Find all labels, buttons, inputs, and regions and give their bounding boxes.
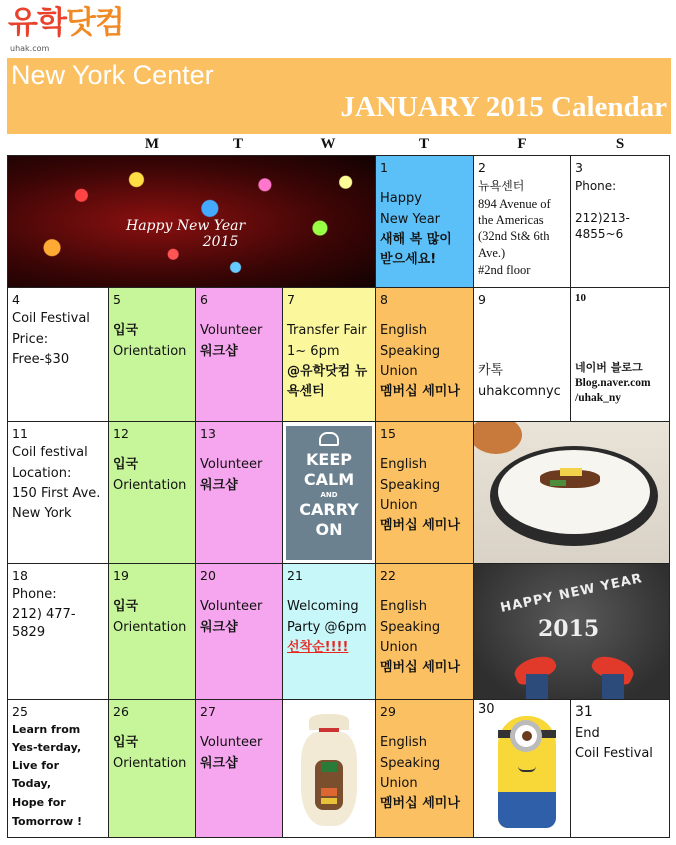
day-8[interactable] bbox=[376, 288, 474, 422]
header-banner bbox=[7, 58, 671, 134]
event-line: 멤버십 세미나 bbox=[380, 795, 460, 811]
event-line: Free-$30 bbox=[12, 351, 70, 367]
day-20[interactable] bbox=[196, 564, 283, 700]
event-line: Speaking bbox=[380, 619, 441, 635]
day-26[interactable] bbox=[109, 700, 196, 837]
calendar-title: JANUARY 2015 Calendar bbox=[340, 91, 667, 123]
event-line: Coil festival bbox=[12, 445, 88, 461]
day-number: 30 bbox=[478, 702, 495, 717]
event-line: English bbox=[380, 457, 427, 473]
day-21[interactable] bbox=[283, 564, 376, 700]
day-31[interactable] bbox=[571, 700, 669, 837]
keep-calm-poster bbox=[283, 422, 376, 564]
event-line: /uhak_ny bbox=[575, 392, 622, 405]
day-18[interactable] bbox=[8, 564, 109, 700]
uhak-logo[interactable] bbox=[8, 4, 148, 56]
event-line: 워크샵 bbox=[200, 755, 238, 771]
event-line: Price: bbox=[12, 331, 49, 347]
poster-on: ON bbox=[315, 520, 343, 539]
day-number: 29 bbox=[380, 704, 396, 719]
day-number: 31 bbox=[575, 704, 593, 720]
day-2[interactable] bbox=[474, 156, 571, 288]
event-line: Happy bbox=[380, 191, 422, 207]
logo-wordmark: 유학닷컴 bbox=[8, 5, 124, 41]
day-number: 7 bbox=[287, 292, 295, 307]
event-line: 네이버 블로그 bbox=[575, 361, 643, 375]
chalk-year: 2015 bbox=[538, 616, 600, 642]
poster-carry: CARRY bbox=[299, 500, 359, 519]
event-line: 212) 477-5829 bbox=[12, 606, 76, 641]
event-line: Volunteer bbox=[200, 599, 263, 615]
calendar-grid bbox=[7, 155, 670, 838]
day-10[interactable] bbox=[571, 288, 669, 422]
day-19[interactable] bbox=[109, 564, 196, 700]
day-number: 1 bbox=[380, 160, 388, 175]
event-line: Phone: bbox=[12, 587, 57, 603]
lucky-pouch-image bbox=[283, 700, 376, 837]
event-line: Union bbox=[380, 639, 418, 655]
day-number: 22 bbox=[380, 568, 396, 583]
day-number: 5 bbox=[113, 292, 121, 307]
event-line: Volunteer bbox=[200, 735, 263, 751]
day-number: 10 bbox=[575, 292, 586, 304]
event-line: uhakcomnyc bbox=[478, 383, 561, 399]
day-13[interactable] bbox=[196, 422, 283, 564]
event-line: 1~ 6pm bbox=[287, 343, 340, 359]
day-9[interactable] bbox=[474, 288, 571, 422]
caption-year: 2015 bbox=[202, 234, 239, 250]
day-number: 4 bbox=[12, 292, 20, 307]
day-7[interactable] bbox=[283, 288, 376, 422]
day-12[interactable] bbox=[109, 422, 196, 564]
event-line: 입국 bbox=[113, 735, 139, 751]
first-come-notice: 선착순!!!! bbox=[287, 639, 349, 655]
poster-calm: CALM bbox=[303, 470, 355, 489]
caption-line1: Happy New Year bbox=[126, 218, 246, 234]
weekday-mon: M bbox=[144, 136, 160, 152]
event-line: 212)213-4855~6 bbox=[575, 210, 630, 242]
event-line: End bbox=[575, 725, 600, 741]
day-15[interactable] bbox=[376, 422, 474, 564]
event-line: Orientation bbox=[113, 755, 187, 771]
event-line: Location: bbox=[12, 465, 72, 481]
event-line: English bbox=[380, 599, 427, 615]
event-line: Coil Festival bbox=[12, 311, 90, 327]
day-1[interactable] bbox=[376, 156, 474, 288]
event-line: English bbox=[380, 323, 427, 339]
event-line: Union bbox=[380, 775, 418, 791]
event-line: 입국 bbox=[113, 599, 139, 615]
event-line: 워크샵 bbox=[200, 619, 238, 635]
day-number: 18 bbox=[12, 568, 28, 583]
day-number: 2 bbox=[478, 160, 486, 175]
day-number: 26 bbox=[113, 704, 129, 719]
event-line: Phone: bbox=[575, 179, 617, 194]
event-line: 894 Avenue of the Americas (32nd St& 6th Ave.) bbox=[478, 196, 551, 260]
event-line: #2nd floor bbox=[478, 262, 531, 277]
rice-cake-soup-image bbox=[474, 422, 669, 564]
day-number: 20 bbox=[200, 568, 216, 583]
happy-new-year-image bbox=[8, 156, 376, 288]
day-30-minion[interactable] bbox=[474, 700, 571, 837]
event-line: Union bbox=[380, 497, 418, 513]
event-line: Orientation bbox=[113, 619, 187, 635]
day-number: 11 bbox=[12, 426, 28, 441]
day-number: 12 bbox=[113, 426, 129, 441]
day-27[interactable] bbox=[196, 700, 283, 837]
event-line: New York bbox=[12, 505, 72, 521]
event-line: Tomorrow ! bbox=[12, 814, 83, 828]
event-line: Orientation bbox=[113, 343, 187, 359]
event-line: 워크샵 bbox=[200, 343, 238, 359]
day-number: 21 bbox=[287, 568, 303, 583]
event-line: Blog.naver.com bbox=[575, 377, 651, 390]
event-line: 입국 bbox=[113, 457, 139, 473]
day-number: 19 bbox=[113, 568, 129, 583]
logo-subtext: uhak.com bbox=[10, 44, 50, 53]
event-line: Union bbox=[380, 363, 418, 379]
weekday-thu: T bbox=[418, 136, 429, 152]
day-number: 9 bbox=[478, 292, 486, 307]
event-line: Live for bbox=[12, 758, 60, 772]
day-number: 8 bbox=[380, 292, 388, 307]
event-line: 받으세요! bbox=[380, 251, 437, 267]
event-line: 카톡 bbox=[478, 363, 504, 379]
day-number: 6 bbox=[200, 292, 208, 307]
event-line: 뉴욕센터 bbox=[478, 179, 525, 194]
event-line: Volunteer bbox=[200, 457, 263, 473]
day-22[interactable] bbox=[376, 564, 474, 700]
event-line: 새해 복 많이 bbox=[380, 231, 452, 247]
event-line: 입국 bbox=[113, 323, 139, 339]
event-line: 150 First Ave. bbox=[12, 485, 101, 501]
day-number: 15 bbox=[380, 426, 396, 441]
day-25[interactable] bbox=[8, 700, 109, 837]
happy-new-year-caption bbox=[126, 218, 245, 250]
day-number: 27 bbox=[200, 704, 216, 719]
day-4[interactable] bbox=[8, 288, 109, 422]
crown-icon bbox=[319, 432, 339, 446]
event-line: @유학닷컴 뉴욕센터 bbox=[287, 363, 368, 399]
event-line: Party @6pm bbox=[287, 619, 367, 635]
day-number: 13 bbox=[200, 426, 216, 441]
event-line: Orientation bbox=[113, 477, 187, 493]
event-line: Hope for bbox=[12, 795, 66, 809]
weekday-wed: W bbox=[320, 136, 336, 152]
event-line: Transfer Fair bbox=[287, 323, 367, 339]
weekday-tue: T bbox=[232, 136, 243, 152]
event-line: Speaking bbox=[380, 343, 441, 359]
event-line: Today, bbox=[12, 777, 52, 791]
event-line: Speaking bbox=[380, 477, 441, 493]
event-line: 멤버십 세미나 bbox=[380, 517, 460, 533]
day-29[interactable] bbox=[376, 700, 474, 837]
chalk-happy-new-year-image bbox=[474, 564, 669, 700]
event-line: 멤버십 세미나 bbox=[380, 659, 460, 675]
event-line: Volunteer bbox=[200, 323, 263, 339]
event-line: Welcoming bbox=[287, 599, 359, 615]
event-line: Speaking bbox=[380, 755, 441, 771]
event-line: 멤버십 세미나 bbox=[380, 383, 460, 399]
day-11[interactable] bbox=[8, 422, 109, 564]
weekday-fri: F bbox=[517, 136, 527, 152]
weekday-sat: S bbox=[615, 136, 625, 152]
poster-and: AND bbox=[320, 491, 338, 499]
event-line: 워크샵 bbox=[200, 477, 238, 493]
day-3[interactable] bbox=[571, 156, 669, 288]
event-line: Coil Festival bbox=[575, 745, 653, 761]
event-line: New Year bbox=[380, 211, 441, 227]
day-6[interactable] bbox=[196, 288, 283, 422]
event-line: English bbox=[380, 735, 427, 751]
poster-keep: KEEP bbox=[306, 450, 352, 469]
center-name: New York Center bbox=[11, 60, 214, 90]
event-line: Learn from Yes-terday, bbox=[12, 723, 82, 754]
day-number: 3 bbox=[575, 160, 583, 175]
chalk-text: HAPPY NEW YEAR bbox=[499, 571, 644, 616]
day-5[interactable] bbox=[109, 288, 196, 422]
day-number: 25 bbox=[12, 704, 28, 719]
